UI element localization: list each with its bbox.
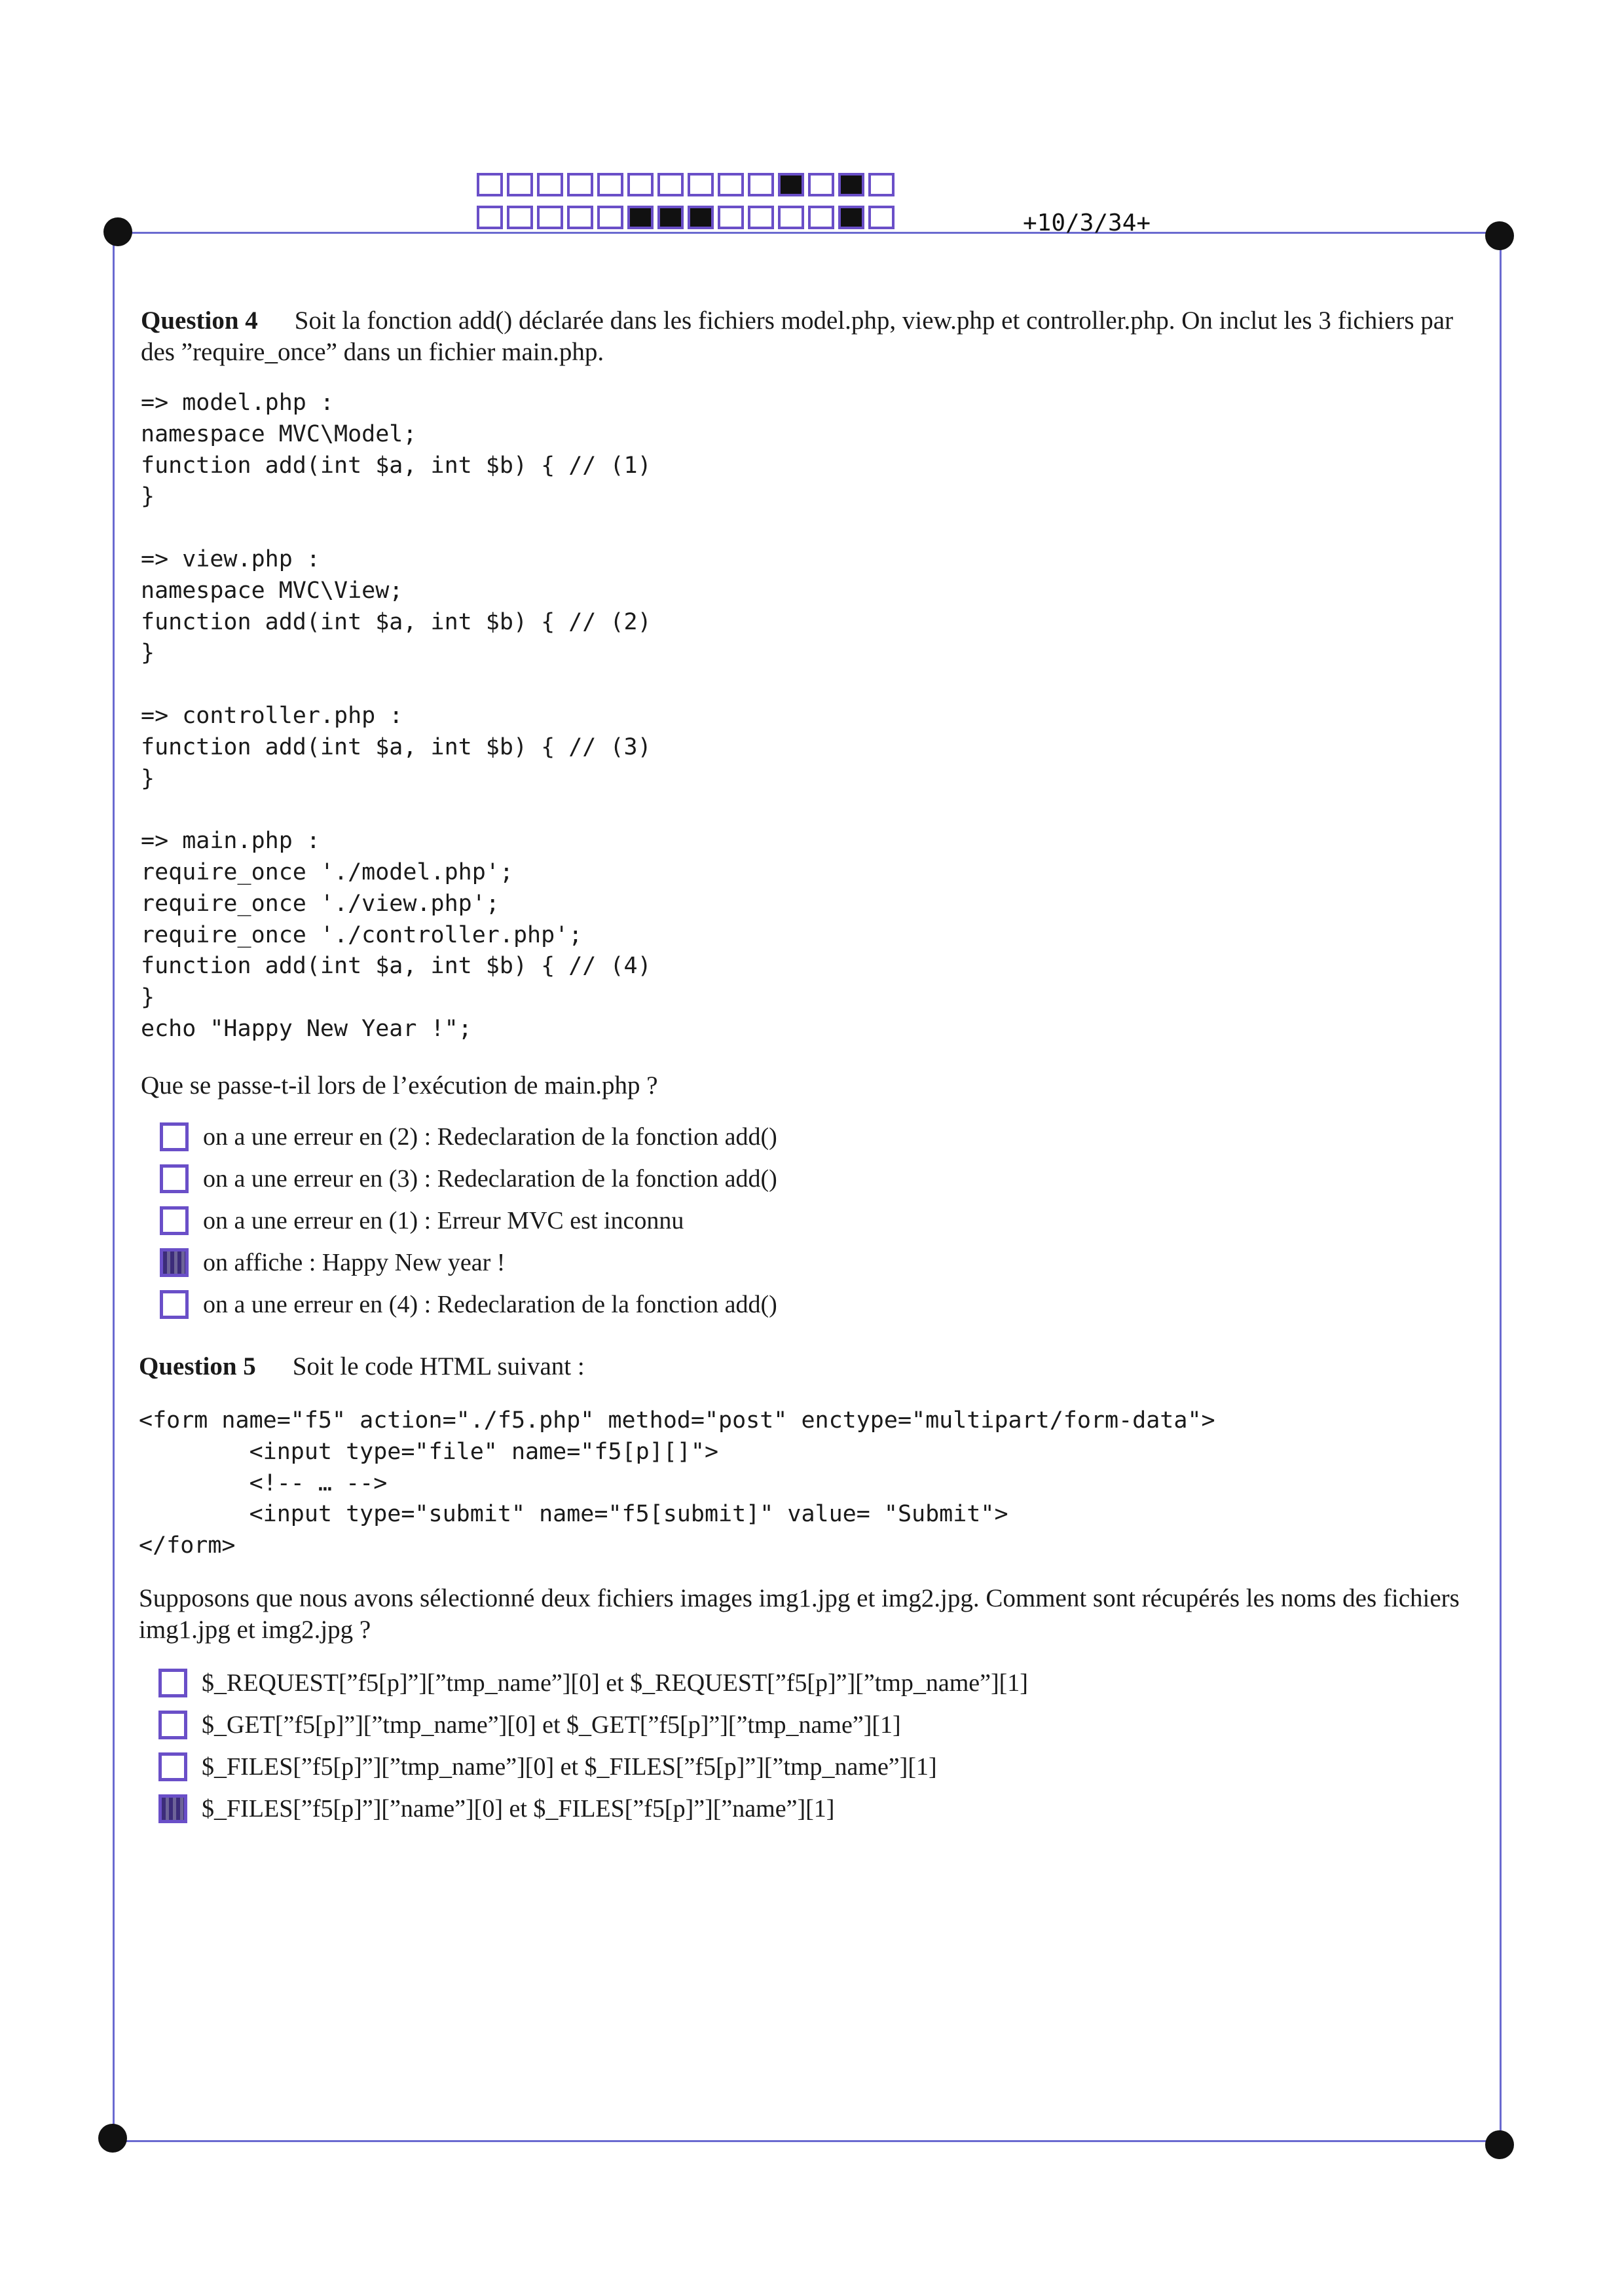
code-line: => controller.php : xyxy=(141,702,403,729)
barcode-row xyxy=(477,206,898,229)
answer-label: $_FILES[”f5[p]”][”name”][0] et $_FILES[”f5[p]”][”name”][1] xyxy=(202,1795,835,1823)
code-line: } xyxy=(141,765,155,792)
corner-marker-top-right xyxy=(1485,221,1514,250)
code-line: => model.php : xyxy=(141,390,335,416)
barcode-cell xyxy=(778,173,804,196)
answer-option[interactable] xyxy=(158,1709,901,1741)
question5-intro: Soit le code HTML suivant : xyxy=(292,1352,585,1380)
answer-label: on a une erreur en (3) : Redeclaration de la fonction add() xyxy=(203,1165,777,1193)
code-line: echo "Happy New Year !"; xyxy=(141,1015,472,1042)
answer-option[interactable] xyxy=(158,1667,1028,1699)
code-line: <!-- … --> xyxy=(139,1470,388,1496)
corner-marker-top-left xyxy=(103,217,132,246)
barcode-cell xyxy=(868,206,895,229)
barcode-cell xyxy=(718,206,744,229)
frame-right-line xyxy=(1500,232,1502,2140)
barcode-cell xyxy=(808,206,834,229)
barcode-cell xyxy=(507,206,533,229)
code-line: } xyxy=(141,984,155,1011)
frame-bottom-line xyxy=(113,2140,1500,2142)
frame-left-line xyxy=(113,232,115,2140)
barcode-cell xyxy=(838,173,864,196)
question5-prompt: Supposons que nous avons sélectionné deux fichiers images img1.jpg et img2.jpg. Comment sont récupérés les noms des fichiers img1.jpg et img2.jpg ? xyxy=(139,1584,1460,1644)
checkbox-unchecked[interactable] xyxy=(158,1752,187,1781)
checkbox-unchecked[interactable] xyxy=(160,1206,189,1235)
checkbox-unchecked[interactable] xyxy=(160,1122,189,1151)
code-line: => view.php : xyxy=(141,546,320,572)
code-line: require_once './view.php'; xyxy=(141,890,500,917)
answer-option[interactable] xyxy=(160,1288,777,1321)
answer-label: on affiche : Happy New year ! xyxy=(203,1249,506,1276)
barcode-cell xyxy=(868,173,895,196)
corner-marker-bottom-right xyxy=(1485,2130,1514,2159)
question5-title: Question 5 xyxy=(139,1352,256,1380)
answer-label: on a une erreur en (2) : Redeclaration de la fonction add() xyxy=(203,1123,777,1151)
question4-intro xyxy=(141,305,1483,368)
checkbox-unchecked[interactable] xyxy=(158,1711,187,1739)
answer-option[interactable] xyxy=(160,1204,684,1237)
barcode-cell xyxy=(778,206,804,229)
answer-label: $_FILES[”f5[p]”][”tmp_name”][0] et $_FILES[”f5[p]”][”tmp_name”][1] xyxy=(202,1753,937,1781)
code-line: function add(int $a, int $b) { // (2) xyxy=(141,608,652,635)
barcode-cell xyxy=(688,206,714,229)
answer-label: on a une erreur en (1) : Erreur MVC est inconnu xyxy=(203,1207,684,1234)
barcode-cell xyxy=(627,206,654,229)
question4-code xyxy=(141,388,1483,1045)
answer-label: $_GET[”f5[p]”][”tmp_name”][0] et $_GET[”f5[p]”][”tmp_name”][1] xyxy=(202,1711,901,1739)
answer-option[interactable] xyxy=(160,1120,777,1153)
checkbox-checked[interactable] xyxy=(158,1794,187,1823)
barcode-cell xyxy=(537,173,563,196)
code-line xyxy=(141,669,1483,701)
frame-top-line xyxy=(113,232,1500,234)
barcode-cell xyxy=(477,173,503,196)
code-line: } xyxy=(141,483,155,510)
barcode-row xyxy=(477,173,898,196)
question4-title: Question 4 xyxy=(141,306,258,335)
answer-label: $_REQUEST[”f5[p]”][”tmp_name”][0] et $_REQUEST[”f5[p]”][”tmp_name”][1] xyxy=(202,1669,1028,1697)
barcode-cell xyxy=(688,173,714,196)
code-line: <input type="submit" name="f5[submit]" value= "Submit"> xyxy=(139,1501,1008,1528)
code-line: => main.php : xyxy=(141,828,320,855)
page-code: +10/3/34+ xyxy=(1023,210,1151,236)
answer-label: on a une erreur en (4) : Redeclaration de la fonction add() xyxy=(203,1291,777,1318)
question5-code xyxy=(139,1405,1481,1562)
barcode-cell xyxy=(477,206,503,229)
code-line: require_once './controller.php'; xyxy=(141,921,583,948)
checkbox-checked[interactable] xyxy=(160,1248,189,1277)
checkbox-unchecked[interactable] xyxy=(160,1164,189,1193)
code-line xyxy=(141,794,1483,826)
answer-option[interactable] xyxy=(158,1750,937,1783)
barcode-cell xyxy=(808,173,834,196)
code-line xyxy=(141,513,1483,544)
barcode-cell xyxy=(567,173,593,196)
code-line: </form> xyxy=(139,1532,236,1559)
barcode-cell xyxy=(597,206,623,229)
checkbox-unchecked[interactable] xyxy=(158,1669,187,1697)
checkbox-unchecked[interactable] xyxy=(160,1290,189,1319)
code-line: function add(int $a, int $b) { // (3) xyxy=(141,733,652,760)
code-line: <form name="f5" action="./f5.php" method="post" enctype="multipart/form-data"> xyxy=(139,1407,1215,1434)
answer-option[interactable] xyxy=(158,1792,834,1825)
barcode-cell xyxy=(657,206,684,229)
code-line: function add(int $a, int $b) { // (4) xyxy=(141,953,652,980)
code-line: function add(int $a, int $b) { // (1) xyxy=(141,452,652,479)
barcode-cell xyxy=(657,173,684,196)
barcode-cell xyxy=(597,173,623,196)
barcode-cell xyxy=(838,206,864,229)
answer-option[interactable] xyxy=(160,1246,505,1279)
code-line: namespace MVC\Model; xyxy=(141,420,417,447)
barcode-cell xyxy=(507,173,533,196)
code-line: } xyxy=(141,640,155,667)
barcode-cell xyxy=(748,173,774,196)
code-line: require_once './model.php'; xyxy=(141,859,513,885)
code-line: namespace MVC\View; xyxy=(141,577,403,604)
barcode-cell xyxy=(627,173,654,196)
question5-heading xyxy=(139,1351,1481,1382)
corner-marker-bottom-left xyxy=(98,2124,127,2153)
code-line: <input type="file" name="f5[p][]"> xyxy=(139,1438,719,1465)
question4-prompt: Que se passe-t-il lors de l’exécution de main.php ? xyxy=(141,1071,658,1100)
answer-option[interactable] xyxy=(160,1162,777,1195)
barcode-cell xyxy=(718,173,744,196)
question4-intro-text: Soit la fonction add() déclarée dans les fichiers model.php, view.php et controller.php. On inclut les 3 fichiers par des ”require_once” dans un fichier main.php. xyxy=(141,306,1454,366)
barcode-cell xyxy=(567,206,593,229)
barcode-cell xyxy=(537,206,563,229)
barcode-cell xyxy=(748,206,774,229)
